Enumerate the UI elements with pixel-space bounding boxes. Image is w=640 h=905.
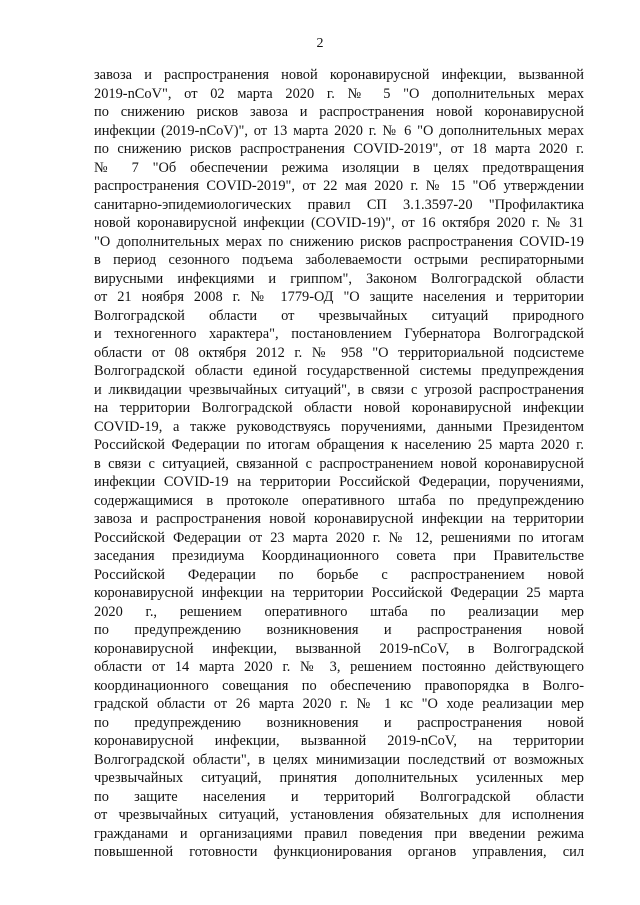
body-text-line: координационного совещания по обеспечению правопорядка в Волго- bbox=[94, 677, 584, 694]
body-text-line: санитарно-эпидемиологических правил СП 3.1.3597-20 "Профилактика bbox=[94, 196, 584, 213]
body-text-line: Российской Федерации по итогам обращения к населению 25 марта 2020 г. bbox=[94, 437, 584, 453]
body-text-line: по предупреждению возникновения и распространения новой bbox=[94, 714, 584, 731]
body-text-line: в период сезонного подъема заболеваемости острыми респираторными bbox=[94, 252, 584, 268]
body-text-line: инфекции (2019-nCoV)", от 13 марта 2020 г. № 6 "О дополнительных мерах bbox=[94, 122, 584, 139]
body-text-line: по снижению рисков распространения COVID-2019", от 18 марта 2020 г. bbox=[94, 141, 584, 157]
body-text-line: Волгоградской области единой государственной системы предупреждения bbox=[94, 363, 584, 379]
body-text-line: гражданами и организациями правил поведения при введении режима bbox=[94, 825, 584, 842]
body-text-line: Российской Федерации по борьбе с распространением новой bbox=[94, 566, 584, 583]
body-text-line: градской области от 26 марта 2020 г. № 1 кс "О ходе реализации мер bbox=[94, 696, 584, 712]
page-number: 2 bbox=[316, 36, 324, 51]
body-text-line: завоза и распространения новой коронавирусной инфекции, вызванной bbox=[94, 67, 584, 83]
body-text-line: Волгоградской области от чрезвычайных ситуаций природного bbox=[94, 307, 584, 324]
body-text-line: Российской Федерации от 23 марта 2020 г. № 12, решениями по итогам bbox=[94, 529, 584, 546]
body-text-line: на территории Волгоградской области новой коронавирусной инфекции bbox=[94, 400, 584, 416]
body-text-line: коронавирусной инфекции, вызванной 2019-nCoV, в Волгоградской bbox=[94, 640, 584, 657]
body-text-line: области от 08 октября 2012 г. № 958 "О территориальной подсистеме bbox=[94, 344, 584, 361]
body-text-line: коронавирусной инфекции, вызванной 2019-nCoV, на территории bbox=[94, 733, 584, 749]
body-text-line: новой коронавирусной инфекции (COVID-19)", от 16 октября 2020 г. № 31 bbox=[94, 215, 584, 231]
body-text-line: заседания президиума Координационного совета при Правительстве bbox=[94, 548, 584, 564]
body-text-line: области от 14 марта 2020 г. № 3, решением постоянно действующего bbox=[94, 659, 584, 675]
body-text-line: вирусными инфекциями и гриппом", Законом Волгоградской области bbox=[94, 270, 584, 287]
body-text-line: Волгоградской области", в целях минимизации последствий от возможных bbox=[94, 751, 584, 768]
body-text-line: и ликвидации чрезвычайных ситуаций", в связи с угрозой распространения bbox=[94, 381, 584, 398]
document-body-text bbox=[94, 66, 584, 862]
body-text-line: повышенной готовности функционирования органов управления, сил bbox=[94, 844, 584, 860]
body-text-line: COVID-19, а также руководствуясь поручениями, данными Президентом bbox=[94, 418, 584, 435]
body-text-line: завоза и распространения новой коронавирусной инфекции на территории bbox=[94, 511, 584, 527]
body-text-line: "О дополнительных мерах по снижению рисков распространения COVID-19 bbox=[94, 233, 584, 250]
body-text-line: по снижению рисков завоза и распространения новой коронавирусной bbox=[94, 104, 584, 120]
body-text-line: чрезвычайных ситуаций, принятия дополнительных усиленных мер bbox=[94, 770, 584, 786]
body-text-line: в связи с ситуацией, связанной с распространением новой коронавирусной bbox=[94, 455, 584, 472]
body-text-line: содержащимися в протоколе оперативного штаба по предупреждению bbox=[94, 492, 584, 509]
body-text-line: по защите населения и территорий Волгоградской области bbox=[94, 788, 584, 805]
body-text-line: № 7 "Об обеспечении режима изоляции в целях предотвращения bbox=[94, 159, 584, 176]
body-text-line: распространения COVID-2019", от 22 мая 2020 г. № 15 "Об утверждении bbox=[94, 178, 584, 194]
body-text-line: 2019-nCoV", от 02 марта 2020 г. № 5 "О дополнительных мерах bbox=[94, 85, 584, 102]
body-text-line: инфекции COVID-19 на территории Российской Федерации, поручениями, bbox=[94, 474, 584, 490]
body-text-line: от 21 ноября 2008 г. № 1779-ОД "О защите населения и территории bbox=[94, 289, 584, 305]
body-text-line: коронавирусной инфекции на территории Российской Федерации 25 марта bbox=[94, 585, 584, 601]
body-text-line: от чрезвычайных ситуаций, установления обязательных для исполнения bbox=[94, 807, 584, 823]
body-text-line: по предупреждению возникновения и распространения новой bbox=[94, 622, 584, 638]
body-text-line: и техногенного характера", постановлением Губернатора Волгоградской bbox=[94, 326, 584, 342]
body-text-line: 2020 г., решением оперативного штаба по реализации мер bbox=[94, 603, 584, 620]
